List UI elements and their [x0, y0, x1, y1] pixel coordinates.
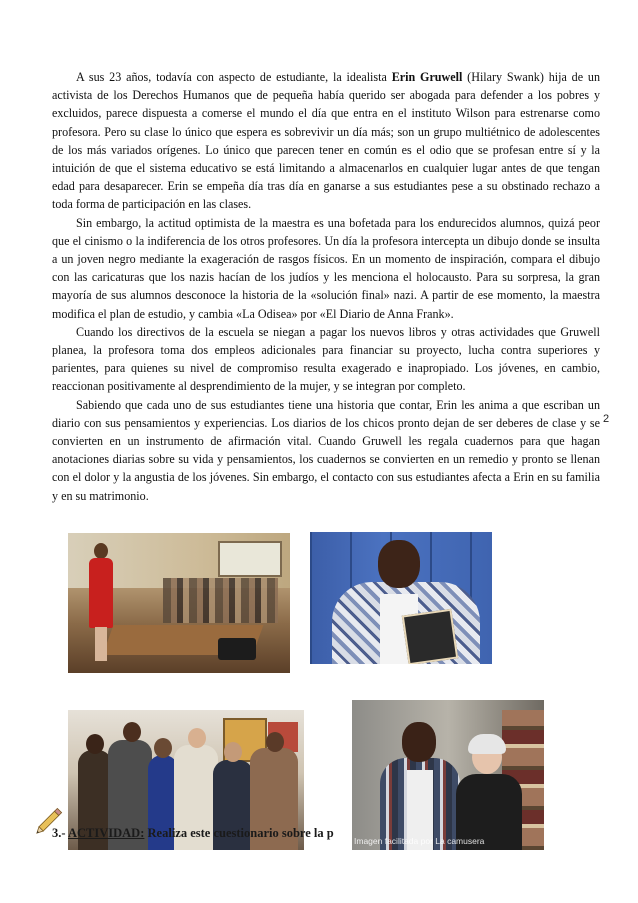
paragraph-2: Sin embargo, la actitud optimista de la maestra es una bofetada para los endurecidos alumnos, quizá peor que el cinismo o la indiferencia de los otros profesores. Un día la profesora intercepta un dibujo donde se insulta a un joven negro mediante la exageración de rasgos físicos. En un momento de inspiración, compara el dibujo con las caricaturas que los nazis hacían de los judíos y les menciona el holocausto. Para su sorpresa, la gran mayoría de sus alumnos desconoce la historia de la «solución final» nazi. A partir de ese momento, la maestra modifica el plan de estudio, y cambia «La Odisea» por «El Diario de Anna Frank». [52, 215, 600, 321]
paragraph-1-rest: (Hilary Swank) hija de un activista de los Derechos Humanos que de pequeña había querido ser abogada para defender a los pobres y excluidos, parece dispuesta a comerse el mundo el día que entra en el instituto Wilson para estrenarse como profesora. Pero su clase lo único que espera es sobrevivir un día más; son un grupo multiétnico de adolescentes de los más variados orígenes. Lo único que parecen tener en común es el odio que se profesan entre sí y la intuición de que el sistema educativo se está limitando a almacenarlos en cualquier lugar antes de que tengan edad para desaparecer. Erin se empeña día tras día en ganarse a sus estudiantes pese a su obstinado rechazo a toda forma de participación en las clases. [52, 70, 600, 212]
paragraph-3: Cuando los directivos de la escuela se niegan a pagar los nuevos libros y otras actividades que Gruwell planea, la profesora toma dos empleos adicionales para financiar su proyecto, lucha contra superiores y parientes, para quienes su nivel de compromiso resulta exagerado e inapropiado. Los jóvenes, en cambio, reaccionan positivamente al desprendimiento de la mujer, y se integran por completo. [52, 324, 600, 394]
paragraph-1 [52, 68, 600, 214]
page-number: 2 [603, 413, 610, 425]
activity-text: Realiza este cuestionario sobre la p [144, 826, 334, 840]
name-highlight: Erin Gruwell [391, 70, 463, 84]
student-reading-photo [310, 532, 492, 664]
activity-heading [52, 826, 334, 841]
paragraph-1-start: A sus 23 años, todavía con aspecto de estudiante, la idealista [76, 70, 392, 84]
paragraph-4: Sabiendo que cada uno de sus estudiantes tiene una historia que contar, Erin les anima a que escriban un diario con sus pensamientos y experiencias. Los diarios de los chicos pronto dejan de ser deberes de clase y se convierten en un instrumento de afirmación vital. Cuando Gruwell les regala cuadernos para que hagan anotaciones diarias sobre su vida y pensamientos, los cuadernos se convierten en un remedio y pronto se llenan con el dolor y la angustia de los jóvenes. Sin embargo, el contacto con sus estudiantes afecta a Erin en su familia y en su matrimonio. [52, 397, 600, 503]
activity-number: 3.- [52, 826, 66, 840]
activity-label: ACTIVIDAD: [67, 826, 145, 840]
classroom-photo [68, 533, 290, 673]
teacher-and-student-photo [352, 700, 544, 850]
main-text [52, 68, 600, 505]
photo-credit: Imagen facilitada por La camusera [354, 836, 485, 846]
